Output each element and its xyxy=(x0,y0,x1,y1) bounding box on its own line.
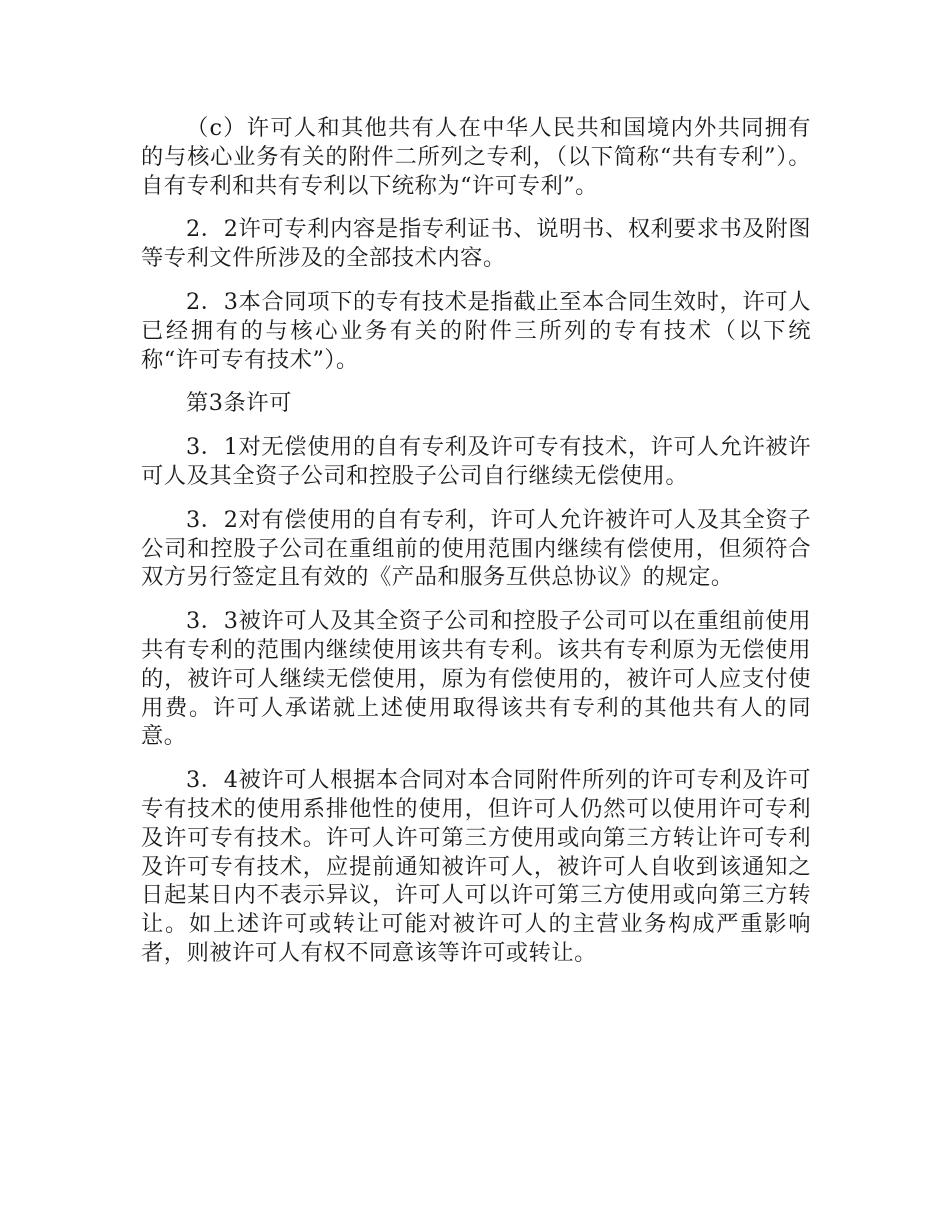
paragraph-2-3: 2．3本合同项下的专有技术是指截止至本合同生效时，许可人已经拥有的与核心业务有关的附件三所列的专有技术（以下统称“许可专有技术”）。 xyxy=(141,288,811,373)
paragraph-3-2: 3．2对有偿使用的自有专利，许可人允许被许可人及其全资子公司和控股子公司在重组前的使用范围内继续有偿使用，但须符合双方另行签定且有效的《产品和服务互供总协议》的规定。 xyxy=(141,506,811,591)
document-page xyxy=(141,114,811,983)
paragraph-co-owned-patents: （c）许可人和其他共有人在中华人民共和国境内外共同拥有的与核心业务有关的附件二所列之专利，（以下简称“共有专利”）。自有专利和共有专利以下统称为“许可专利”。 xyxy=(141,115,811,199)
paragraph-2-2: 2．2许可专利内容是指专利证书、说明书、权利要求书及附图等专利文件所涉及的全部技术内容。 xyxy=(141,216,811,272)
paragraph-3-1: 3．1对无偿使用的自有专利及许可专有技术，许可人允许被许可人及其全资子公司和控股子公司自行继续无偿使用。 xyxy=(141,434,811,489)
paragraph-3-3: 3．3被许可人及其全资子公司和控股子公司可以在重组前使用共有专利的范围内继续使用该共有专利。该共有专利原为无偿使用的，被许可人继续无偿使用，原为有偿使用的，被许可人应支付使用费。许可人承诺就上述使用取得该共有专利的其他共有人的同意。 xyxy=(141,608,811,750)
section-heading-article-3: 第3条许可 xyxy=(186,390,292,417)
paragraph-3-4: 3．4被许可人根据本合同对本合同附件所列的许可专利及许可专有技术的使用系排他性的使用，但许可人仍然可以使用许可专利及许可专有技术。许可人许可第三方使用或向第三方转让许可专利及许可专有技术，应提前通知被许可人，被许可人自收到该通知之日起某日内不表示异议，许可人可以许可第三方使用或向第三方转让。如上述许可或转让可能对被许可人的主营业务构成严重影响者，则被许可人有权不同意该等许可或转让。 xyxy=(141,767,811,966)
